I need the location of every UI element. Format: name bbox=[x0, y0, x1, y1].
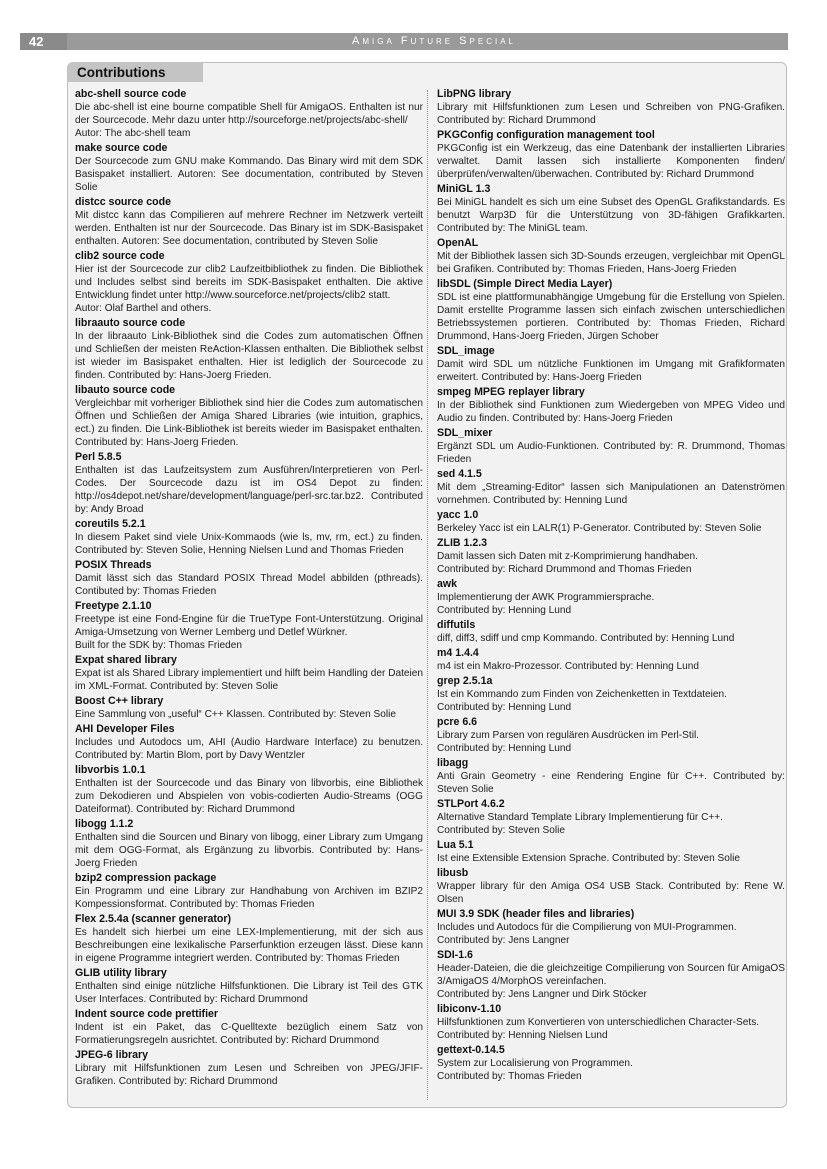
contribution-entry bbox=[75, 316, 423, 382]
contribution-entry bbox=[75, 966, 423, 1006]
entry-title: GLIB utility library bbox=[75, 967, 167, 979]
entry-text: Includes und Autodocs für die Compilierung von MUI-Programmen. Contributed by: Jens Langner bbox=[437, 922, 737, 946]
entry-text: Damit lässt sich das Standard POSIX Thread Model abbilden (pthreads). Contibuted by: Thomas Frieden bbox=[75, 573, 423, 597]
contribution-entry bbox=[75, 722, 423, 762]
entry-title: yacc 1.0 bbox=[437, 509, 479, 521]
contribution-entry bbox=[437, 344, 785, 384]
entry-text: Indent ist ein Paket, das C-Quelltexte bezüglich einem Satz von Formatierungsregeln ausrichtet. Contributed by: Richard Drummond bbox=[75, 1022, 423, 1046]
entry-title: POSIX Threads bbox=[75, 559, 152, 571]
contribution-entry bbox=[437, 618, 785, 645]
entry-title: Freetype 2.1.10 bbox=[75, 600, 152, 612]
entry-text: Damit wird SDL um nützliche Funktionen im Umgang mit Grafikformaten erweitert. Contributed by: Hans-Joerg Frieden bbox=[437, 359, 785, 383]
entry-title: ZLIB 1.2.3 bbox=[437, 537, 488, 549]
entry-title: OpenAL bbox=[437, 237, 479, 249]
entry-text: Die abc-shell ist eine bourne compatible Shell für AmigaOS. Enthalten ist nur der Sourcecode. Mehr dazu unter http://sourceforge.net/projects/abc-shell/ Autor: The abc-shell team bbox=[75, 102, 423, 139]
entry-title: JPEG-6 library bbox=[75, 1049, 149, 1061]
entry-text: In der Bibliothek sind Funktionen zum Wiedergeben von MPEG Video und Audio zu finden. Contributed by: Hans-Joerg Frieden bbox=[437, 400, 785, 424]
entry-text: diff, diff3, sdiff und cmp Kommando. Contributed by: Henning Lund bbox=[437, 633, 735, 644]
entry-text: Expat ist als Shared Library implementiert und hilft beim Handling der Dateien im XML-Format. Contributed by: Steven Solie bbox=[75, 668, 423, 692]
entry-text: Hier ist der Sourcecode zur clib2 Laufzeitbibliothek zu finden. Die Bibliothek und Includes selbst sind bereits im SDK-Basispaket enthalten. Die aktive Entwicklung findet unter http://www.sourceforce.net/projects/clib2 statt. Autor: Olaf Barthel and others. bbox=[75, 264, 423, 314]
entry-text: SDL ist eine plattformunabhängige Umgebung für die Erstellung von Spielen. Damit erstellte Programme lassen sich einfach zwischen unterschiedlichen Betriebssystemen portieren. Contributed by: Thomas Frieden, Richard Drummond, Hans-Joerg Frieden, Jürgen Schober bbox=[437, 292, 785, 342]
entry-title: libauto source code bbox=[75, 384, 176, 396]
contribution-entry bbox=[75, 1048, 423, 1088]
entry-title: bzip2 compression package bbox=[75, 872, 217, 884]
entry-text: Bei MiniGL handelt es sich um eine Subset des OpenGL Grafikstandards. Es benutzt Warp3D für die Unterstützung von 3D-fähigen Grafikkarten. Contributed by: The MiniGL team. bbox=[437, 197, 785, 234]
entry-text: Implementierung der AWK Programmiersprache. Contributed by: Henning Lund bbox=[437, 592, 655, 616]
entry-text: m4 ist ein Makro-Prozessor. Contributed by: Henning Lund bbox=[437, 661, 700, 672]
entry-title: libusb bbox=[437, 867, 469, 879]
entry-title: clib2 source code bbox=[75, 250, 165, 262]
entry-title: pcre 6.6 bbox=[437, 716, 478, 728]
page-number: 42 bbox=[29, 34, 44, 49]
contribution-entry bbox=[75, 195, 423, 248]
section-tab bbox=[67, 62, 203, 82]
contribution-entry bbox=[75, 871, 423, 911]
contribution-entry bbox=[437, 385, 785, 425]
entry-text: In der libraauto Link-Bibliothek sind die Codes zum automatischen Öffnen und Schließen der meisten ReAction-Klassen enthalten. Die Bibliothek selbst ist wieder im Basispaket enthalten. Hier ist lediglich der Sourcecode zu finden. Contributed by: Hans-Joerg Frieden. bbox=[75, 331, 423, 381]
entry-title: grep 2.5.1a bbox=[437, 675, 493, 687]
entry-title: PKGConfig configuration management tool bbox=[437, 129, 655, 141]
entry-text: Enthalten sind die Sourcen und Binary von libogg, einer Library zum Umgang mit dem OGG-Format, als Ergänzung zu libvorbis. Contributed by: Hans-Joerg Frieden bbox=[75, 832, 423, 869]
entry-text: Mit dem „Streaming-Editor“ lassen sich Manipulationen an Datenströmen vornehmen. Contributed by: Henning Lund bbox=[437, 482, 785, 506]
entry-text: Ein Programm und eine Library zur Handhabung von Archiven im BZIP2 Kompessionsformat. Contributed by: Thomas Frieden bbox=[75, 886, 423, 910]
entry-title: sed 4.1.5 bbox=[437, 468, 482, 480]
entry-title: smpeg MPEG replayer library bbox=[437, 386, 585, 398]
entry-text: Library mit Hilfsfunktionen zum Lesen und Schreiben von PNG-Grafiken. Contributed by: Richard Drummond bbox=[437, 102, 785, 126]
contribution-entry bbox=[437, 277, 785, 343]
contribution-entry bbox=[437, 236, 785, 276]
contribution-entry bbox=[75, 817, 423, 870]
left-column bbox=[75, 87, 423, 1089]
entry-text: Enthalten ist das Laufzeitsystem zum Ausführen/Interpretieren von Perl-Codes. Der Sourcecode dazu ist im OS4 Depot zu finden: http://os4depot.net/share/development/language/perl-src.tar.bz2. Contributed by: Andy Broad bbox=[75, 465, 423, 515]
entry-text: Mit distcc kann das Compilieren auf mehrere Rechner im Netzwerk verteilt werden. Enthalten ist nur der Sourcecode. Das Binary ist im SDK-Basispaket enthalten. Autoren: See documentation, contributed by Steven Solie bbox=[75, 210, 423, 247]
right-column bbox=[437, 87, 785, 1084]
entry-text: Hilfsfunktionen zum Konvertieren von unterschiedlichen Character-Sets. Contributed by: Henning Nielsen Lund bbox=[437, 1017, 760, 1041]
entry-title: libiconv-1.10 bbox=[437, 1003, 502, 1015]
contribution-entry bbox=[437, 182, 785, 235]
contribution-entry bbox=[437, 838, 785, 865]
contribution-entry bbox=[437, 508, 785, 535]
contribution-entry bbox=[437, 128, 785, 181]
entry-text: Wrapper library für den Amiga OS4 USB Stack. Contributed by: Rene W. Olsen bbox=[437, 881, 785, 905]
contribution-entry bbox=[437, 536, 785, 576]
entry-text: Ist eine Extensible Extension Sprache. Contributed by: Steven Solie bbox=[437, 853, 740, 864]
contribution-entry bbox=[75, 912, 423, 965]
entry-text: Berkeley Yacc ist ein LALR(1) P-Generator. Contributed by: Steven Solie bbox=[437, 523, 762, 534]
entry-title: awk bbox=[437, 578, 458, 590]
contribution-entry bbox=[75, 517, 423, 557]
entry-title: coreutils 5.2.1 bbox=[75, 518, 146, 530]
entry-text: Enthalten ist der Sourcecode und das Binary von libvorbis, eine Bibliothek zum Dekodieren und Abspielen von vobis-codierten Audio-Streams (OGG Dateiformat). Contributed by: Richard Drummond bbox=[75, 778, 423, 815]
entry-text: Alternative Standard Template Library Implementierung für C++. Contributed by: Steven Solie bbox=[437, 812, 723, 836]
entry-text: Es handelt sich hierbei um eine LEX-Implementierung, mit der sich aus Beschreibungen eine lexikalische Parserfunktion erzeugen lässt. Diese kann in eigene Programme integriert werden. Contributed by: Thomas Frieden bbox=[75, 927, 423, 964]
contribution-entry bbox=[437, 797, 785, 837]
contribution-entry bbox=[437, 948, 785, 1001]
entry-title: AHI Developer Files bbox=[75, 723, 175, 735]
entry-text: Anti Grain Geometry - eine Rendering Engine für C++. Contributed by: Steven Solie bbox=[437, 771, 785, 795]
entry-title: make source code bbox=[75, 142, 168, 154]
entry-title: MUI 3.9 SDK (header files and libraries) bbox=[437, 908, 635, 920]
entry-text: Enthalten sind einige nützliche Hilfsfunktionen. Die Library ist Teil des GTK User Interfaces. Contributed by: Richard Drummond bbox=[75, 981, 423, 1005]
entry-text: Ergänzt SDL um Audio-Funktionen. Contributed by: R. Drummond, Thomas Frieden bbox=[437, 441, 785, 465]
contribution-entry bbox=[75, 653, 423, 693]
entry-text: PKGConfig ist ein Werkzeug, das eine Datenbank der installierten Libraries verwaltet. Damit lassen sich installierte Komponenten finden/überprüfen/verwalten/überwachen. Contributed by: Richard Drummond bbox=[437, 143, 785, 180]
entry-title: Expat shared library bbox=[75, 654, 177, 666]
entry-text: Includes und Autodocs um, AHI (Audio Hardware Interface) zu benutzen. Contributed by: Martin Blom, port by Davy Wentzler bbox=[75, 737, 423, 761]
entry-title: libagg bbox=[437, 757, 469, 769]
entry-text: Ist ein Kommando zum Finden von Zeichenketten in Textdateien. Contributed by: Henning Lund bbox=[437, 689, 727, 713]
entry-title: Perl 5.8.5 bbox=[75, 451, 122, 463]
entry-title: Boost C++ library bbox=[75, 695, 164, 707]
contribution-entry bbox=[437, 674, 785, 714]
entry-title: Indent source code prettifier bbox=[75, 1008, 219, 1020]
contribution-entry bbox=[75, 141, 423, 194]
contribution-entry bbox=[437, 1002, 785, 1042]
contribution-entry bbox=[75, 1007, 423, 1047]
contribution-entry bbox=[437, 426, 785, 466]
entry-title: libogg 1.1.2 bbox=[75, 818, 134, 830]
contribution-entry bbox=[437, 1043, 785, 1083]
contribution-entry bbox=[75, 87, 423, 140]
contribution-entry bbox=[437, 87, 785, 127]
contribution-entry bbox=[437, 646, 785, 673]
entry-title: libraauto source code bbox=[75, 317, 186, 329]
entry-title: m4 1.4.4 bbox=[437, 647, 479, 659]
contribution-entry bbox=[75, 249, 423, 315]
contribution-entry bbox=[75, 599, 423, 652]
entry-text: System zur Localisierung von Programmen. Contributed by: Thomas Frieden bbox=[437, 1058, 633, 1082]
entry-text: Eine Sammlung von „useful“ C++ Klassen. Contributed by: Steven Solie bbox=[75, 709, 396, 720]
entry-text: In diesem Paket sind viele Unix-Kommaods (wie ls, mv, rm, ect.) zu finden. Contributed by: Steven Solie, Henning Nielsen Lund and Thomas Frieden bbox=[75, 532, 423, 556]
contribution-entry bbox=[437, 756, 785, 796]
entry-title: LibPNG library bbox=[437, 88, 512, 100]
entry-text: Mit der Bibliothek lassen sich 3D-Sounds erzeugen, vergleichbar mit OpenGL bei Grafiken. Contributed by: Thomas Frieden, Hans-Joerg Frieden bbox=[437, 251, 785, 275]
entry-title: diffutils bbox=[437, 619, 476, 631]
section-title: Contributions bbox=[77, 65, 166, 80]
entry-title: Flex 2.5.4a (scanner generator) bbox=[75, 913, 232, 925]
magazine-title: Amiga Future Special bbox=[352, 35, 516, 47]
contribution-entry bbox=[75, 694, 423, 721]
entry-text: Freetype ist eine Fond-Engine für die TrueType Font-Unterstützung. Original Amiga-Umsetzung von Werner Lemberg und Detlef Würkner. Built for the SDK by: Thomas Frieden bbox=[75, 614, 423, 651]
entry-text: Header-Dateien, die die gleichzeitige Compilierung von Sourcen für AmigaOS 3/AmigaOS 4/MorphOS vereinfachen. Contributed by: Jens Langner und Dirk Stöcker bbox=[437, 963, 785, 1000]
entry-text: Library mit Hilfsfunktionen zum Lesen und Schreiben von JPEG/JFIF-Grafiken. Contributed by: Richard Drummond bbox=[75, 1063, 423, 1087]
entry-text: Library zum Parsen von regulären Ausdrücken im Perl-Stil. Contributed by: Henning Lund bbox=[437, 730, 699, 754]
entry-title: SDL_mixer bbox=[437, 427, 493, 439]
contribution-entry bbox=[75, 383, 423, 449]
contribution-entry bbox=[437, 715, 785, 755]
column-divider bbox=[427, 90, 428, 1100]
contribution-entry bbox=[437, 907, 785, 947]
entry-title: MiniGL 1.3 bbox=[437, 183, 491, 195]
entry-title: libvorbis 1.0.1 bbox=[75, 764, 146, 776]
entry-title: libSDL (Simple Direct Media Layer) bbox=[437, 278, 613, 290]
entry-text: Damit lassen sich Daten mit z-Komprimierung handhaben. Contributed by: Richard Drummond and Thomas Frieden bbox=[437, 551, 698, 575]
page-header-bar bbox=[20, 33, 788, 50]
entry-title: STLPort 4.6.2 bbox=[437, 798, 505, 810]
contribution-entry bbox=[75, 558, 423, 598]
contribution-entry bbox=[437, 467, 785, 507]
entry-text: Vergleichbar mit vorheriger Bibliothek sind hier die Codes zum automatischen Öffnen und Schließen der Amiga Shared Libraries (wie intuition, graphics, ect.) zu finden. Die Link-Bibliothek ist bereits wieder im Basispaket enthalten. Contributed by: Hans-Joerg Frieden. bbox=[75, 398, 423, 448]
contribution-entry bbox=[437, 866, 785, 906]
contribution-entry bbox=[75, 450, 423, 516]
entry-title: SDI-1.6 bbox=[437, 949, 473, 961]
entry-text: Der Sourcecode zum GNU make Kommando. Das Binary wird mit dem SDK Basispaket installiert. Autoren: See documentation, contributed by Steven Solie bbox=[75, 156, 423, 193]
contribution-entry bbox=[75, 763, 423, 816]
contribution-entry bbox=[437, 577, 785, 617]
entry-title: gettext-0.14.5 bbox=[437, 1044, 505, 1056]
entry-title: SDL_image bbox=[437, 345, 495, 357]
entry-title: Lua 5.1 bbox=[437, 839, 474, 851]
entry-title: abc-shell source code bbox=[75, 88, 187, 100]
entry-title: distcc source code bbox=[75, 196, 171, 208]
